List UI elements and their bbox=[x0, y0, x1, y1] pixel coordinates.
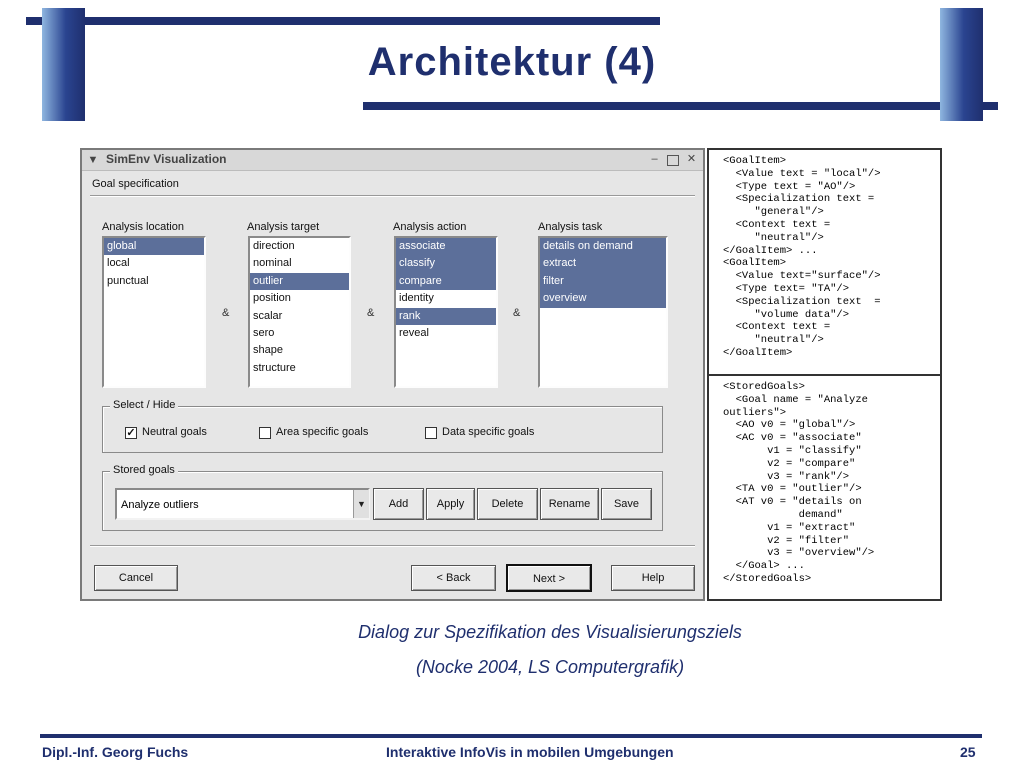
save-button[interactable]: Save bbox=[601, 488, 652, 520]
list-item[interactable]: details on demand bbox=[540, 238, 666, 255]
analysis-action-list[interactable] bbox=[394, 236, 498, 388]
code-line: <GoalItem> bbox=[723, 155, 787, 167]
data-specific-goals-checkbox[interactable] bbox=[425, 427, 437, 439]
code-line: v1 = "extract" bbox=[723, 521, 856, 534]
list-item[interactable]: compare bbox=[396, 273, 496, 290]
page-number: 25 bbox=[960, 744, 976, 760]
code-line: <Value text = "local"/> bbox=[723, 167, 881, 180]
stored-goals-combo-value: Analyze outliers bbox=[121, 499, 199, 511]
ampersand-label: & bbox=[513, 307, 521, 319]
top-left-rule bbox=[26, 17, 660, 25]
list-label-analysis-target: Analysis target bbox=[247, 221, 320, 233]
list-item[interactable]: outlier bbox=[250, 273, 349, 290]
analysis-target-list[interactable] bbox=[248, 236, 351, 388]
list-label-analysis-location: Analysis location bbox=[102, 221, 184, 233]
list-item[interactable]: shape bbox=[253, 344, 283, 357]
list-item[interactable]: scalar bbox=[253, 309, 283, 322]
list-item[interactable]: extract bbox=[540, 255, 666, 272]
list-item[interactable]: associate bbox=[396, 238, 496, 255]
analysis-location-list[interactable] bbox=[102, 236, 206, 388]
code-line: <AT v0 = "details on bbox=[723, 496, 862, 509]
code-line: <AC v0 = "associate" bbox=[723, 432, 862, 445]
section-divider bbox=[90, 195, 695, 196]
back-button[interactable]: < Back bbox=[411, 565, 496, 591]
list-item[interactable]: position bbox=[253, 292, 291, 305]
simenv-dialog-window bbox=[80, 148, 705, 601]
window-titlebar bbox=[82, 150, 703, 171]
figure-caption-line2: (Nocke 2004, LS Computergrafik) bbox=[415, 657, 685, 677]
code-line: <Context text = bbox=[723, 218, 831, 231]
code-line: "neutral"/> bbox=[723, 231, 824, 244]
ampersand-label: & bbox=[367, 307, 375, 319]
code-line: v2 = "filter" bbox=[723, 534, 850, 547]
footer-course-title: Interaktive InfoVis in mobilen Umgebungen bbox=[386, 744, 674, 760]
code-line: <Type text= "TA"/> bbox=[723, 282, 850, 295]
goal-items-xml bbox=[723, 155, 940, 360]
chevron-down-icon[interactable]: ▼ bbox=[353, 490, 369, 518]
stored-goals-xml bbox=[723, 381, 940, 586]
select-hide-title: Select / Hide bbox=[110, 399, 178, 411]
list-item[interactable]: rank bbox=[396, 308, 496, 325]
minimize-icon[interactable]: – bbox=[651, 153, 658, 165]
code-line: </StoredGoals> bbox=[723, 572, 812, 585]
code-line: <TA v0 = "outlier"/> bbox=[723, 483, 862, 496]
list-item[interactable]: direction bbox=[253, 240, 295, 252]
stored-goals-title: Stored goals bbox=[110, 464, 178, 476]
code-line: v2 = "compare" bbox=[723, 457, 856, 470]
stored-goals-xml-panel bbox=[707, 374, 942, 601]
data-specific-goals-label: Data specific goals bbox=[442, 426, 535, 438]
code-line: v3 = "rank"/> bbox=[723, 470, 850, 483]
help-button[interactable]: Help bbox=[611, 565, 695, 591]
slide-title: Architektur (4) bbox=[367, 40, 657, 84]
chevron-down-icon[interactable]: ▼ bbox=[87, 154, 99, 166]
ampersand-label: & bbox=[222, 307, 230, 319]
stored-goals-combo[interactable] bbox=[115, 488, 370, 520]
code-line: "volume data"/> bbox=[723, 308, 850, 321]
area-specific-goals-label: Area specific goals bbox=[276, 426, 369, 438]
list-item[interactable]: classify bbox=[396, 255, 496, 272]
list-item[interactable]: local bbox=[107, 257, 130, 270]
area-specific-goals-checkbox[interactable] bbox=[259, 427, 271, 439]
code-line: <Value text="surface"/> bbox=[723, 270, 881, 283]
code-line: </Goal> ... bbox=[723, 560, 805, 573]
neutral-goals-checkbox[interactable]: ✓ bbox=[126, 427, 136, 439]
footer-author: Dipl.-Inf. Georg Fuchs bbox=[42, 744, 189, 760]
list-item[interactable]: nominal bbox=[253, 257, 292, 270]
add-button[interactable]: Add bbox=[373, 488, 424, 520]
delete-button[interactable]: Delete bbox=[477, 488, 538, 520]
rename-button[interactable]: Rename bbox=[540, 488, 599, 520]
code-line: "neutral"/> bbox=[723, 334, 824, 347]
bottom-divider bbox=[90, 545, 695, 546]
list-item[interactable]: overview bbox=[540, 290, 666, 307]
list-item[interactable]: global bbox=[104, 238, 204, 255]
list-item[interactable]: identity bbox=[399, 292, 434, 305]
goal-items-xml-panel bbox=[707, 148, 942, 376]
list-label-analysis-task: Analysis task bbox=[538, 221, 603, 233]
code-line: demand" bbox=[723, 508, 843, 521]
list-item[interactable]: filter bbox=[540, 273, 666, 290]
list-item[interactable]: structure bbox=[253, 361, 296, 374]
code-line: <Specialization text = bbox=[723, 193, 875, 206]
analysis-task-list[interactable] bbox=[538, 236, 668, 388]
cancel-button[interactable]: Cancel bbox=[94, 565, 178, 591]
list-item[interactable]: punctual bbox=[107, 274, 149, 287]
code-line: <Goal name = "Analyze bbox=[723, 393, 868, 406]
code-line: <StoredGoals> bbox=[723, 381, 805, 393]
window-title: SimEnv Visualization bbox=[106, 152, 227, 166]
maximize-icon[interactable] bbox=[667, 155, 679, 166]
list-item[interactable]: sero bbox=[253, 326, 275, 339]
list-item[interactable]: reveal bbox=[399, 326, 429, 339]
apply-button[interactable]: Apply bbox=[426, 488, 475, 520]
code-line: <Context text = bbox=[723, 321, 831, 334]
section-label: Goal specification bbox=[92, 178, 179, 190]
neutral-goals-label: Neutral goals bbox=[142, 426, 207, 438]
code-line: v3 = "overview"/> bbox=[723, 547, 875, 560]
top-right-rule bbox=[363, 102, 998, 110]
close-icon[interactable]: ✕ bbox=[686, 153, 697, 165]
code-line: </GoalItem> ... bbox=[723, 244, 818, 257]
code-line: </GoalItem> bbox=[723, 346, 793, 359]
list-label-analysis-action: Analysis action bbox=[393, 221, 467, 233]
figure-caption-line1: Dialog zur Spezifikation des Visualisierungsziels bbox=[358, 622, 742, 642]
code-line: <Type text = "AO"/> bbox=[723, 180, 856, 193]
code-line: "general"/> bbox=[723, 206, 824, 219]
code-line: <Specialization text = bbox=[723, 295, 881, 308]
code-line: outliers"> bbox=[723, 406, 787, 419]
code-line: <GoalItem> bbox=[723, 257, 787, 270]
next-button[interactable]: Next > bbox=[506, 564, 592, 592]
footer-rule bbox=[40, 734, 982, 738]
code-line: v1 = "classify" bbox=[723, 444, 862, 457]
code-line: <AO v0 = "global"/> bbox=[723, 419, 856, 432]
